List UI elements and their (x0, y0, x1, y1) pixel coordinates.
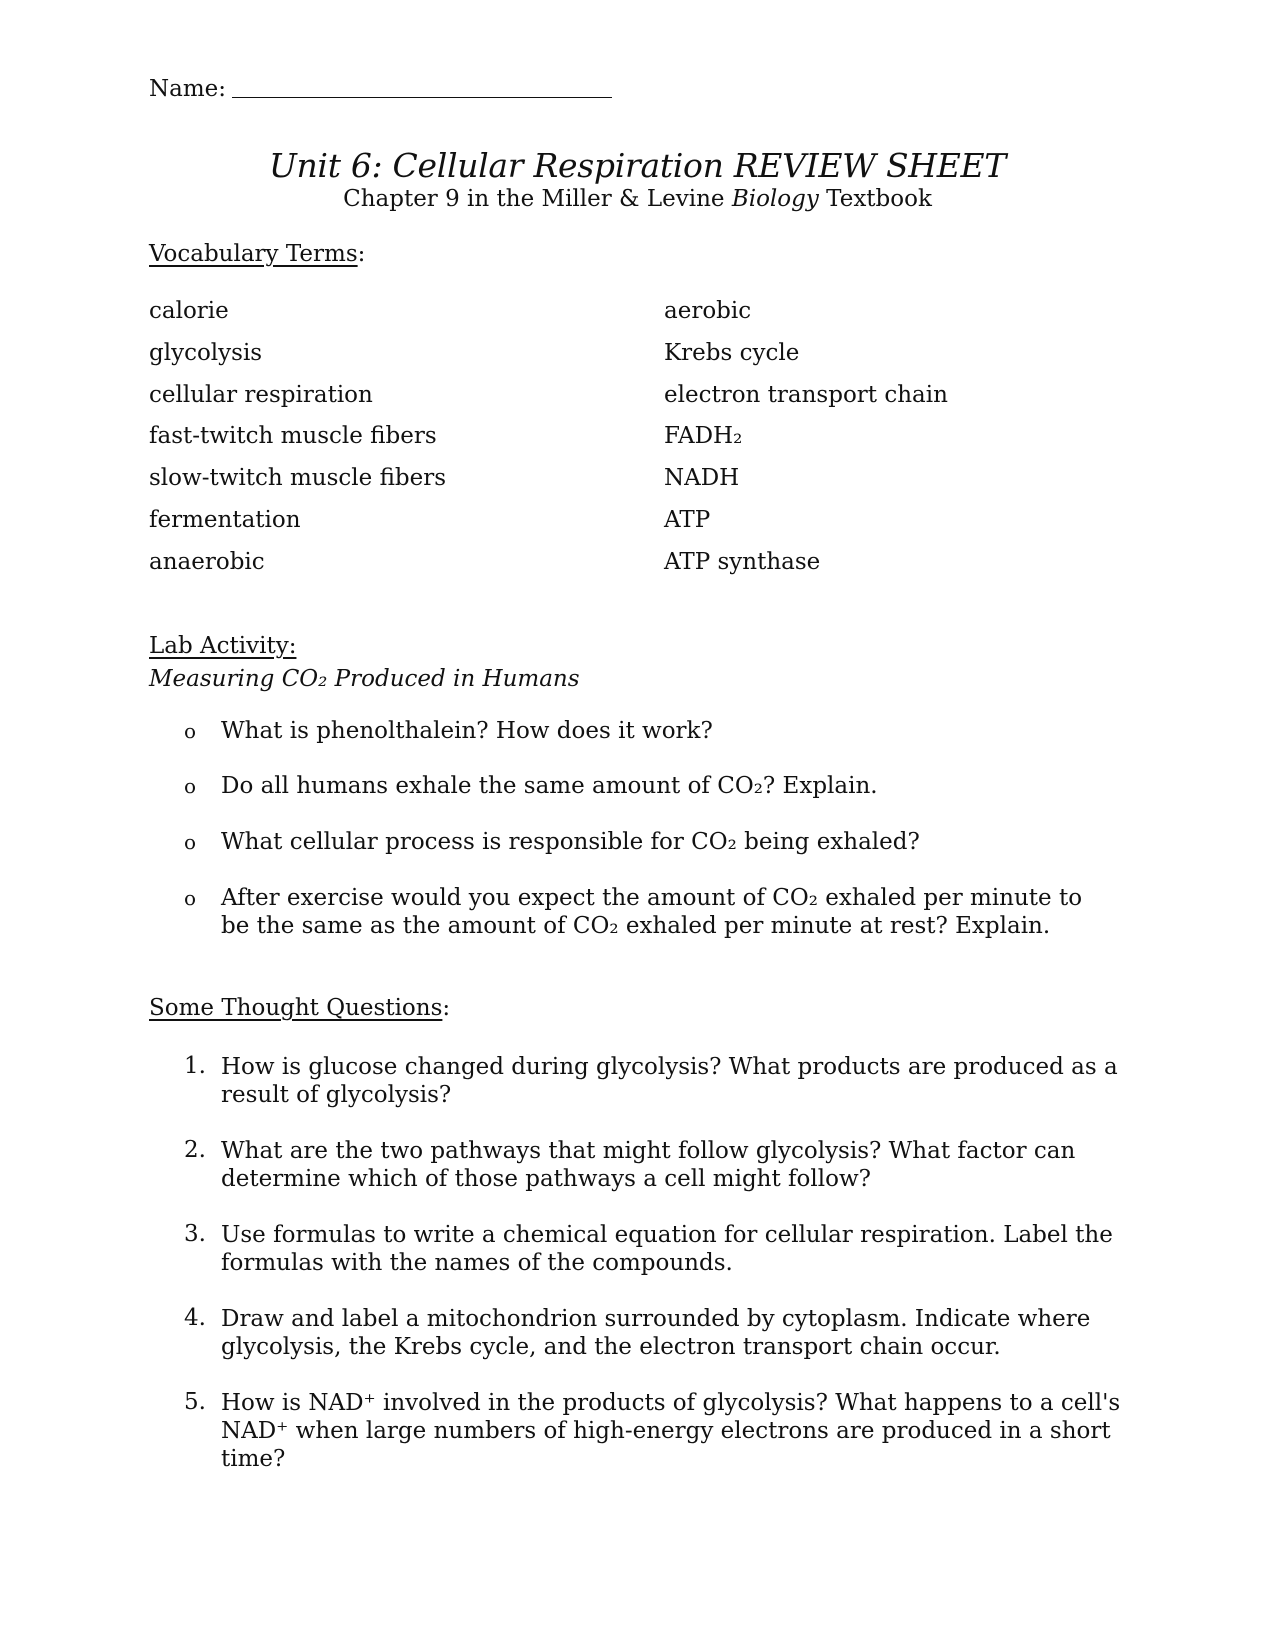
bullet-icon: o (184, 719, 197, 743)
name-label: Name: (149, 76, 227, 102)
vocab-term: fermentation (149, 507, 301, 533)
thought-question: What are the two pathways that might follow glycolysis? What factor can determine which of those pathways a cell might follow? (221, 1138, 1076, 1192)
lab-question: What is phenolthalein? How does it work? (221, 718, 713, 744)
name-field[interactable] (149, 76, 612, 102)
question-number: 5. (184, 1389, 206, 1415)
lab-heading (149, 633, 296, 659)
lab-heading-text: Lab Activity: (149, 633, 297, 659)
lab-subtitle: Measuring CO₂ Produced in Humans (149, 666, 580, 692)
vocabulary-heading-text: Vocabulary Terms (149, 241, 358, 267)
vocab-term: electron transport chain (664, 382, 948, 408)
thought-question: How is glucose changed during glycolysis? What products are produced as a result of glycolysis? (221, 1054, 1118, 1108)
questions-heading-colon: : (442, 995, 451, 1021)
page-subtitle (0, 186, 1275, 212)
vocab-term: ATP synthase (664, 549, 821, 575)
bullet-icon: o (184, 886, 197, 910)
vocab-term: aerobic (664, 298, 752, 324)
page-title: Unit 6: Cellular Respiration REVIEW SHEET (268, 146, 1007, 185)
thought-question: Draw and label a mitochondrion surrounded by cytoplasm. Indicate where glycolysis, the Krebs cycle, and the electron transport chain occur. (221, 1306, 1091, 1360)
questions-heading-text: Some Thought Questions (149, 995, 443, 1021)
vocab-term: NADH (664, 465, 740, 491)
vocabulary-heading (149, 241, 365, 267)
question-number: 2. (184, 1137, 206, 1163)
subtitle-after: Textbook (818, 186, 932, 212)
vocab-term: glycolysis (149, 340, 263, 366)
vocab-term: ATP (664, 507, 711, 533)
vocab-term: slow-twitch muscle fibers (149, 465, 447, 491)
vocab-term: fast-twitch muscle fibers (149, 423, 437, 449)
bullet-icon: o (184, 830, 197, 854)
subtitle-book: Biology (731, 186, 819, 212)
vocab-term: FADH₂ (664, 423, 743, 449)
vocab-term: anaerobic (149, 549, 265, 575)
vocabulary-heading-colon: : (357, 241, 366, 267)
thought-question: How is NAD⁺ involved in the products of glycolysis? What happens to a cell's NAD⁺ when large numbers of high-energy electrons are produced in a short time? (221, 1390, 1121, 1472)
subtitle-before: Chapter 9 in the Miller & Levine (343, 186, 732, 212)
vocab-term: Krebs cycle (664, 340, 800, 366)
question-number: 3. (184, 1221, 206, 1247)
name-blank-line[interactable] (232, 97, 612, 98)
question-number: 4. (184, 1305, 206, 1331)
bullet-icon: o (184, 774, 197, 798)
lab-question: After exercise would you expect the amount of CO₂ exhaled per minute to be the same as the amount of CO₂ exhaled per minute at rest? Explain. (221, 885, 1083, 939)
thought-question: Use formulas to write a chemical equation for cellular respiration. Label the formulas with the names of the compounds. (221, 1222, 1113, 1276)
lab-question: Do all humans exhale the same amount of CO₂? Explain. (221, 773, 878, 799)
vocab-term: cellular respiration (149, 382, 373, 408)
lab-question: What cellular process is responsible for CO₂ being exhaled? (221, 829, 920, 855)
question-number: 1. (184, 1053, 206, 1079)
questions-heading (149, 995, 450, 1021)
vocab-term: calorie (149, 298, 229, 324)
